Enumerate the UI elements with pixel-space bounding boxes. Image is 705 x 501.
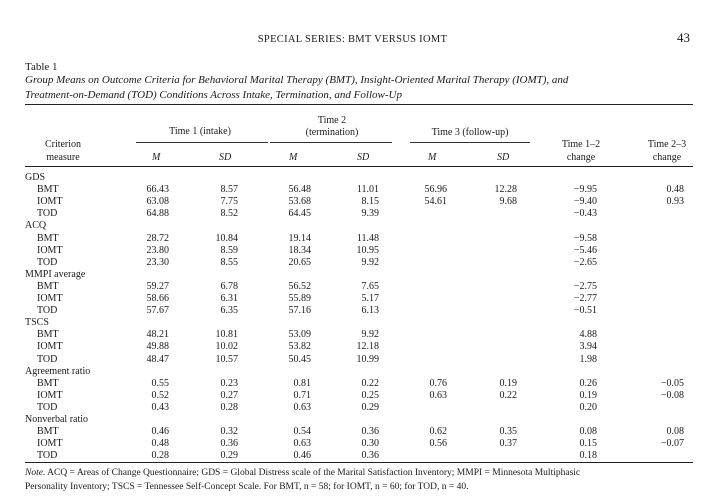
row-label: TOD <box>37 353 58 365</box>
table-cell: 56.48 <box>288 184 311 196</box>
table-cell: 20.65 <box>288 256 311 268</box>
table-cell: 10.81 <box>215 329 238 341</box>
header-sd-time1: SD <box>219 152 232 163</box>
table-cell: 0.22 <box>361 377 379 389</box>
table-cell: 54.61 <box>424 196 447 208</box>
table-cell: 8.57 <box>220 184 238 196</box>
table-caption-line-2: Treatment-on-Demand (TOD) Conditions Across Intake, Termination, and Follow-Up <box>25 89 402 101</box>
table-cell: 53.09 <box>288 329 311 341</box>
table-caption-line-1: Group Means on Outcome Criteria for Behavioral Marital Therapy (BMT), Insight-Oriented Marital Therapy (IOMT), and <box>25 74 569 86</box>
header-sd-time3: SD <box>497 152 510 163</box>
header-change-23: Time 2–3 <box>647 139 687 150</box>
table-cell: 0.32 <box>220 426 238 438</box>
table-cell: 57.16 <box>288 305 311 317</box>
running-header: SPECIAL SERIES: BMT VERSUS IOMT <box>257 34 448 45</box>
table-cell: 53.68 <box>288 196 311 208</box>
table-label: Table 1 <box>25 61 58 73</box>
table-cell: −0.07 <box>660 438 684 450</box>
header-bottom-rule <box>25 166 693 167</box>
header-time1: Time 1 (intake) <box>169 126 231 137</box>
row-label: BMT <box>37 184 59 196</box>
table-cell: 8.55 <box>220 256 238 268</box>
table-cell: 9.68 <box>499 196 517 208</box>
row-label: IOMT <box>37 341 63 353</box>
row-label: BMT <box>37 280 59 292</box>
table-cell: 0.23 <box>220 377 238 389</box>
table-cell: 0.08 <box>666 426 684 438</box>
bottom-rule <box>25 462 693 463</box>
table-cell: 57.67 <box>146 305 169 317</box>
table-cell: 0.22 <box>499 389 517 401</box>
table-cell: 0.63 <box>429 389 447 401</box>
table-cell: 23.30 <box>146 256 169 268</box>
table-cell: 12.18 <box>356 341 379 353</box>
table-cell: −9.40 <box>573 196 597 208</box>
table-cell: 5.17 <box>361 293 379 304</box>
table-note-line-2: Personality Inventory; TSCS = Tennessee Self-Concept Scale. For BMT, n = 58; for IOMT, n = 60; for TOD, n = 40. <box>25 482 469 492</box>
table-cell: 0.43 <box>151 401 169 413</box>
table-cell: 0.15 <box>579 438 597 450</box>
table-cell: 0.76 <box>429 377 447 389</box>
table-cell: −2.75 <box>573 280 597 292</box>
table-cell: 1.98 <box>579 353 597 365</box>
table-cell: 0.25 <box>361 389 379 401</box>
table-cell: −2.65 <box>573 256 597 268</box>
table-cell: 0.63 <box>293 401 311 413</box>
table-cell: 10.57 <box>215 353 238 365</box>
table-cell: 0.81 <box>293 377 311 389</box>
table-cell: 18.34 <box>288 244 311 256</box>
top-rule <box>25 104 693 105</box>
table-cell: 19.14 <box>288 232 311 244</box>
table-cell: 6.13 <box>361 305 379 317</box>
header-time3: Time 3 (follow-up) <box>431 127 509 138</box>
row-label: TOD <box>37 208 58 220</box>
group-label: MMPI average <box>25 268 86 280</box>
table-cell: 55.89 <box>288 293 311 304</box>
row-label: TOD <box>37 450 58 462</box>
table-cell: 6.31 <box>220 293 238 304</box>
row-label: BMT <box>37 426 59 438</box>
table-cell: 6.35 <box>220 305 238 317</box>
row-label: IOMT <box>37 196 63 208</box>
header-change-12-sub: change <box>566 152 596 163</box>
table-cell: 0.18 <box>579 450 597 462</box>
table-cell: 10.95 <box>356 244 379 256</box>
table-cell: 58.66 <box>146 293 169 304</box>
header-measure: measure <box>46 152 80 163</box>
table-cell: 8.52 <box>220 208 238 220</box>
page-number: 43 <box>677 30 690 45</box>
table-cell: 0.29 <box>361 401 379 413</box>
table-cell: 10.02 <box>215 341 238 353</box>
table-cell: 9.92 <box>361 256 379 268</box>
row-label: TOD <box>37 401 58 413</box>
row-label: BMT <box>37 329 59 341</box>
table-cell: 0.08 <box>579 426 597 438</box>
table-cell: 0.35 <box>499 426 517 438</box>
table-cell: 28.72 <box>146 232 169 244</box>
header-change-23-sub: change <box>652 152 682 163</box>
table-cell: 0.62 <box>429 426 447 438</box>
table-cell: 64.45 <box>288 208 311 220</box>
row-label: TOD <box>37 256 58 268</box>
table-cell: 48.47 <box>146 353 169 365</box>
table-cell: 10.84 <box>215 232 238 244</box>
table-cell: 50.45 <box>288 353 311 365</box>
table-cell: 0.36 <box>220 438 238 450</box>
row-label: IOMT <box>37 293 63 304</box>
header-m-time2: M <box>289 152 298 163</box>
table-cell: 0.27 <box>220 389 238 401</box>
table-note-line-1 <box>25 468 580 478</box>
table-cell: −0.51 <box>573 305 597 317</box>
table-cell: 0.48 <box>151 438 169 450</box>
table-cell: 6.78 <box>220 280 238 292</box>
table-cell: 0.55 <box>151 377 169 389</box>
table-cell: 0.93 <box>666 196 684 208</box>
header-time2-sub: (termination) <box>305 127 359 138</box>
table-cell: 0.56 <box>429 438 447 450</box>
row-label: BMT <box>37 232 59 244</box>
table-cell: 0.20 <box>579 401 597 413</box>
row-label: TOD <box>37 305 58 317</box>
table-cell: −2.77 <box>573 293 597 304</box>
table-cell: 9.92 <box>361 329 379 341</box>
table-cell: 56.52 <box>288 280 311 292</box>
table-cell: 23.80 <box>146 244 169 256</box>
group-label: ACQ <box>25 220 47 232</box>
table-cell: 8.59 <box>220 244 238 256</box>
group-label: TSCS <box>25 317 49 329</box>
table-cell: −0.08 <box>660 389 684 401</box>
table-cell: 0.36 <box>361 450 379 462</box>
header-time2: Time 2 <box>317 115 347 126</box>
table-cell: 63.08 <box>146 196 169 208</box>
header-time2-rule <box>270 142 392 143</box>
header-m-time1: M <box>152 152 161 163</box>
table-cell: 10.99 <box>356 353 379 365</box>
table-cell: −9.58 <box>573 232 597 244</box>
table-cell: 7.75 <box>220 196 238 208</box>
table-cell: −5.46 <box>573 244 597 256</box>
table-cell: 56.96 <box>424 184 447 196</box>
table-cell: 3.94 <box>579 341 597 353</box>
table-cell: 11.01 <box>356 184 379 196</box>
table-cell: 66.43 <box>146 184 169 196</box>
table-cell: −0.05 <box>660 377 684 389</box>
row-label: BMT <box>37 377 59 389</box>
group-label: Agreement ratio <box>25 365 91 377</box>
header-time1-rule <box>136 142 268 143</box>
table-cell: 0.48 <box>666 184 684 196</box>
table-cell: 0.28 <box>220 401 238 413</box>
table-cell: 0.19 <box>579 389 597 401</box>
header-criterion: Criterion <box>44 139 82 150</box>
note-prefix: Note. <box>25 468 46 478</box>
table-cell: 0.71 <box>293 389 311 401</box>
table-cell: 4.88 <box>579 329 597 341</box>
table-cell: 0.37 <box>499 438 517 450</box>
table-cell: 12.28 <box>494 184 517 196</box>
table-cell: 0.30 <box>361 438 379 450</box>
table-cell: 0.63 <box>293 438 311 450</box>
table-cell: 0.46 <box>293 450 311 462</box>
table-cell: 0.52 <box>151 389 169 401</box>
table-cell: 8.15 <box>361 196 379 208</box>
row-label: IOMT <box>37 389 63 401</box>
table-cell: 9.39 <box>361 208 379 220</box>
table-cell: 0.19 <box>499 377 517 389</box>
table-cell: 53.82 <box>288 341 311 353</box>
header-time3-rule <box>410 142 530 143</box>
table-cell: 48.21 <box>146 329 169 341</box>
table-cell: 11.48 <box>356 232 379 244</box>
row-label: IOMT <box>37 244 63 256</box>
row-label: IOMT <box>37 438 63 450</box>
table-cell: 0.46 <box>151 426 169 438</box>
group-label: Nonverbal ratio <box>25 414 89 425</box>
table-cell: 0.36 <box>361 426 379 438</box>
header-sd-time2: SD <box>357 152 370 163</box>
note-text-1: ACQ = Areas of Change Questionnaire; GDS = Global Distress scale of the Marital Satisfaction Inventory; MMPI = Minnesota Multiphasic <box>45 468 581 478</box>
table-cell: −0.43 <box>573 208 597 220</box>
group-label: GDS <box>25 172 46 183</box>
table-cell: 64.88 <box>146 208 169 220</box>
table-cell: 0.28 <box>151 450 169 462</box>
table-cell: 59.27 <box>146 280 169 292</box>
table-cell: 0.26 <box>579 377 597 389</box>
table-cell: 0.54 <box>293 426 311 438</box>
table-cell: 7.65 <box>361 280 379 292</box>
table-cell: 0.29 <box>220 450 238 462</box>
table-cell: −9.95 <box>573 184 597 196</box>
header-m-time3: M <box>428 152 437 163</box>
header-change-12: Time 1–2 <box>561 139 601 150</box>
table-cell: 49.88 <box>146 341 169 353</box>
